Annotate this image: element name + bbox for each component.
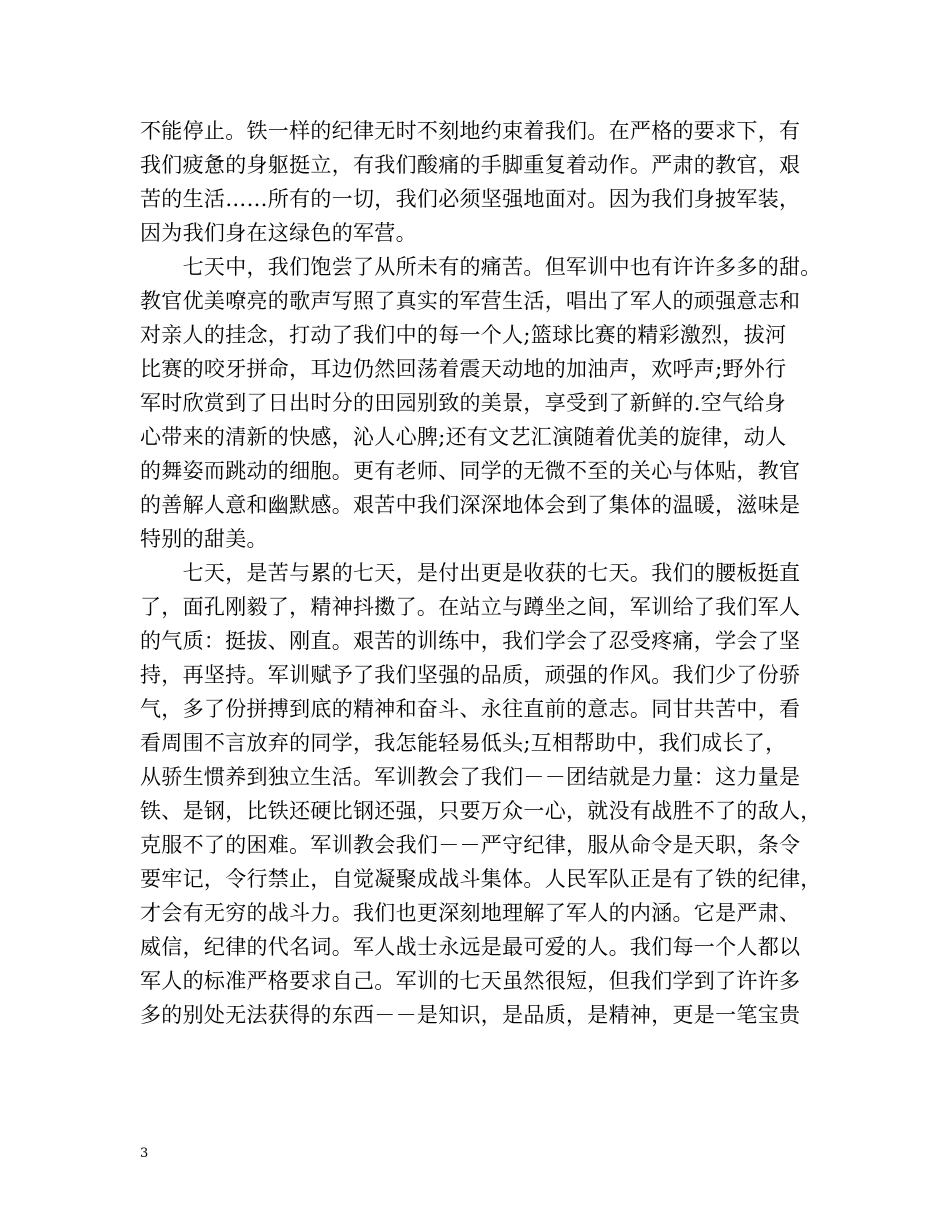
text-line: 要牢记，令行禁止，自觉凝聚成战斗集体。人民军队正是有了铁的纪律， <box>140 867 822 891</box>
text-line: 心带来的清新的快感，沁人心脾;还有文艺汇演随着优美的旋律，动人 <box>140 425 787 449</box>
text-line: 苦的生活……所有的一切，我们必须坚强地面对。因为我们身披军装， <box>140 187 801 211</box>
page-number: 3 <box>140 1146 149 1161</box>
text-line: 了，面孔刚毅了，精神抖擞了。在站立与蹲坐之间，军训给了我们军人 <box>140 595 801 619</box>
text-line: 气，多了份拼搏到底的精神和奋斗、永往直前的意志。同甘共苦中，看 <box>140 697 801 721</box>
text-line: 七天，是苦与累的七天，是付出更是收获的七天。我们的腰板挺直 <box>140 561 801 585</box>
text-line: 克服不了的困难。军训教会我们－－严守纪律，服从命令是天职，条令 <box>140 833 801 857</box>
text-line: 教官优美嘹亮的歌声写照了真实的军营生活，唱出了军人的顽强意志和 <box>140 289 801 313</box>
text-line: 铁、是钢，比铁还硬比钢还强，只要万众一心，就没有战胜不了的敌人， <box>140 799 822 823</box>
text-line: 七天中，我们饱尝了从所未有的痛苦。但军训中也有许许多多的甜。 <box>140 255 822 279</box>
text-line: 特别的甜美。 <box>140 527 268 551</box>
text-line: 才会有无穷的战斗力。我们也更深刻地理解了军人的内涵。它是严肃、 <box>140 901 801 925</box>
body-text <box>140 114 830 1032</box>
text-line: 我们疲惫的身躯挺立，有我们酸痛的手脚重复着动作。严肃的教官，艰 <box>140 153 801 177</box>
text-line: 的舞姿而跳动的细胞。更有老师、同学的无微不至的关心与体贴，教官 <box>140 459 801 483</box>
text-line: 从骄生惯养到独立生活。军训教会了我们－－团结就是力量：这力量是 <box>140 765 801 789</box>
text-line: 对亲人的挂念，打动了我们中的每一个人;篮球比赛的精彩激烈，拔河 <box>140 323 787 347</box>
text-line: 看周围不言放弃的同学，我怎能轻易低头;互相帮助中，我们成长了， <box>140 731 787 755</box>
text-line: 因为我们身在这绿色的军营。 <box>140 221 417 245</box>
text-line: 的善解人意和幽默感。艰苦中我们深深地体会到了集体的温暖，滋味是 <box>140 493 801 517</box>
text-line: 的气质：挺拔、刚直。艰苦的训练中，我们学会了忍受疼痛，学会了坚 <box>140 629 801 653</box>
text-line: 不能停止。铁一样的纪律无时不刻地约束着我们。在严格的要求下，有 <box>140 119 801 143</box>
text-line: 军人的标准严格要求自己。军训的七天虽然很短，但我们学到了许许多 <box>140 969 801 993</box>
text-line: 比赛的咬牙拼命，耳边仍然回荡着震天动地的加油声，欢呼声;野外行 <box>140 357 787 381</box>
text-line: 持，再坚持。军训赋予了我们坚强的品质，顽强的作风。我们少了份骄 <box>140 663 801 687</box>
text-line: 多的别处无法获得的东西－－是知识，是品质，是精神，更是一笔宝贵 <box>140 1003 801 1027</box>
text-line: 威信，纪律的代名词。军人战士永远是最可爱的人。我们每一个人都以 <box>140 935 801 959</box>
text-line: 军时欣赏到了日出时分的田园别致的美景，享受到了新鲜的.空气给身 <box>140 391 786 415</box>
